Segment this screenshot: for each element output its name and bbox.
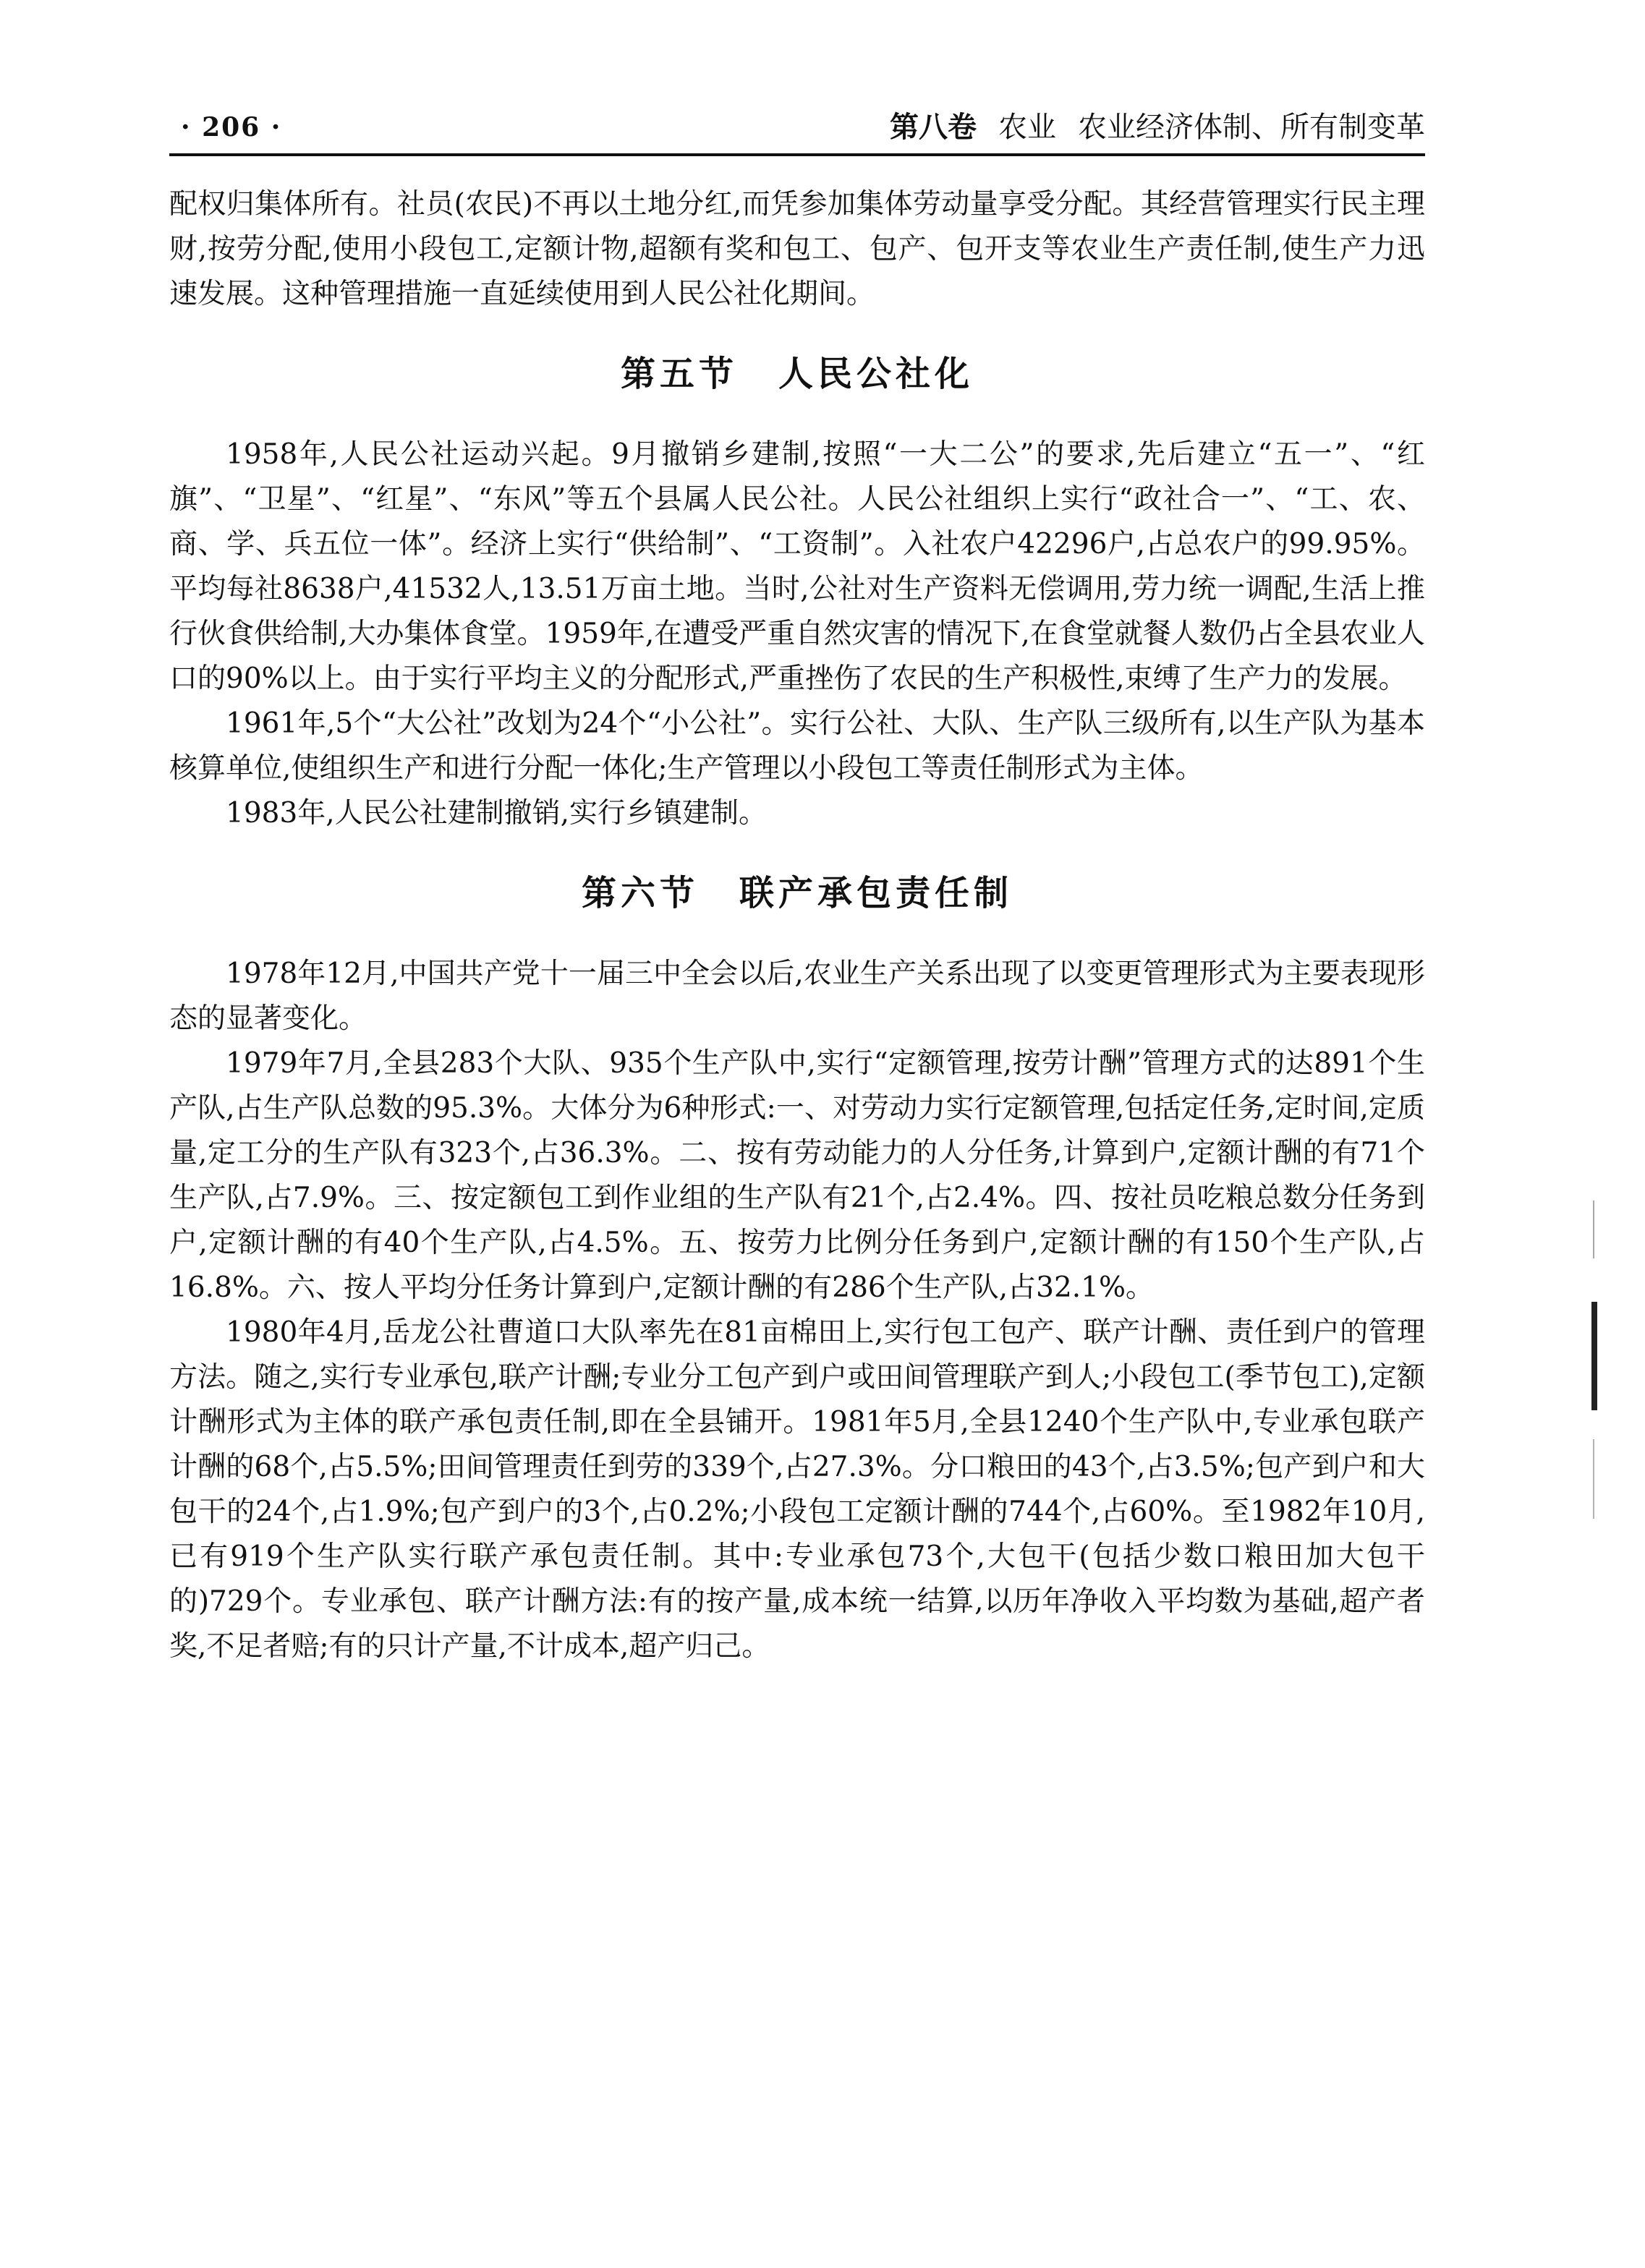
page-body <box>169 182 1425 1669</box>
section-5-title: 人民公社化 <box>778 354 974 394</box>
scan-edge-mark <box>1591 1302 1597 1410</box>
page-header <box>169 107 1425 148</box>
section-5-paragraph-1961: 1961年,5个“大公社”改划为24个“小公社”。实行公社、大队、生产队三级所有,以生产队为基本核算单位,使组织生产和进行分配一体化;生产管理以小段包工等责任制形式为主体。 <box>169 707 1425 785</box>
section-5-paragraph-1958: 1958年,人民公社运动兴起。9月撤销乡建制,按照“一大二公”的要求,先后建立“五一”、“红旗”、“卫星”、“红星”、“东风”等五个县属人民公社。人民公社组织上实行“政社合一”、“工、农、商、学、兵五位一体”。经济上实行“供给制”、“工资制”。入社农户42296户,占总农户的99.95%。平均每社8638户,41532人,13.51万亩土地。当时,公社对生产资料无偿调用,劳力统一调配,生活上推行伙食供给制,大办集体食堂。1959年,在遭受严重自然灾害的情况下,在食堂就餐人数仍占全县农业人口的90%以上。由于实行平均主义的分配形式,严重挫伤了农民的生产积极性,束缚了生产力的发展。 <box>169 438 1426 695</box>
page-number: · 206 · <box>181 112 282 142</box>
running-head-volume: 第八卷 <box>890 110 977 144</box>
scan-edge-mark-faint <box>1593 1439 1594 1519</box>
header-rule <box>169 153 1425 156</box>
section-6-title: 联产承包责任制 <box>739 873 1013 913</box>
scan-edge-mark-faint <box>1593 1201 1594 1258</box>
running-head-chapter: 农业经济体制、所有制变革 <box>1078 111 1425 144</box>
section-6-heading <box>169 871 1425 916</box>
section-6-paragraph-1978: 1978年12月,中国共产党十一届三中全会以后,农业生产关系出现了以变更管理形式为主要表现形态的显著变化。 <box>169 958 1425 1035</box>
running-head <box>890 107 1425 148</box>
section-5-heading <box>169 351 1425 396</box>
section-6-number: 第六节 <box>581 873 699 913</box>
section-6-paragraph-1979: 1979年7月,全县283个大队、935个生产队中,实行“定额管理,按劳计酬”管理方式的达891个生产队,占生产队总数的95.3%。大体分为6种形式:一、对劳动力实行定额管理,包括定任务,定时间,定质量,定工分的生产队有323个,占36.3%。二、按有劳动能力的人分任务,计算到户,定额计酬的有71个生产队,占7.9%。三、按定额包工到作业组的生产队有21个,占2.4%。四、按社员吃粮总数分任务到户,定额计酬的有40个生产队,占4.5%。五、按劳力比例分任务到户,定额计酬的有150个生产队,占16.8%。六、按人平均分任务计算到户,定额计酬的有286个生产队,占32.1%。 <box>169 1047 1425 1304</box>
running-head-category: 农业 <box>998 111 1056 144</box>
section-5-number: 第五节 <box>620 354 738 394</box>
section-6-paragraph-1980: 1980年4月,岳龙公社曹道口大队率先在81亩棉田上,实行包工包产、联产计酬、责任到户的管理方法。随之,实行专业承包,联产计酬;专业分工包产到户或田间管理联产到人;小段包工(季节包工),定额计酬形式为主体的联产承包责任制,即在全县铺开。1981年5月,全县1240个生产队中,专业承包联产计酬的68个,占5.5%;田间管理责任到劳的339个,占27.3%。分口粮田的43个,占3.5%;包产到户和大包干的24个,占1.9%;包产到户的3个,占0.2%;小段包工定额计酬的744个,占60%。至1982年10月,已有919个生产队实行联产承包责任制。其中:专业承包73个,大包干(包括少数口粮田加大包干的)729个。专业承包、联产计酬方法:有的按产量,成本统一结算,以历年净收入平均数为基础,超产者奖,不足者赔;有的只计产量,不计成本,超产归己。 <box>169 1316 1425 1663</box>
section-5-paragraph-1983: 1983年,人民公社建制撤销,实行乡镇建制。 <box>226 797 768 830</box>
continuation-paragraph: 配权归集体所有。社员(农民)不再以土地分红,而凭参加集体劳动量享受分配。其经营管理实行民主理财,按劳分配,使用小段包工,定额计物,超额有奖和包工、包产、包开支等农业生产责任制,使生产力迅速发展。这种管理措施一直延续使用到人民公社化期间。 <box>169 188 1425 310</box>
